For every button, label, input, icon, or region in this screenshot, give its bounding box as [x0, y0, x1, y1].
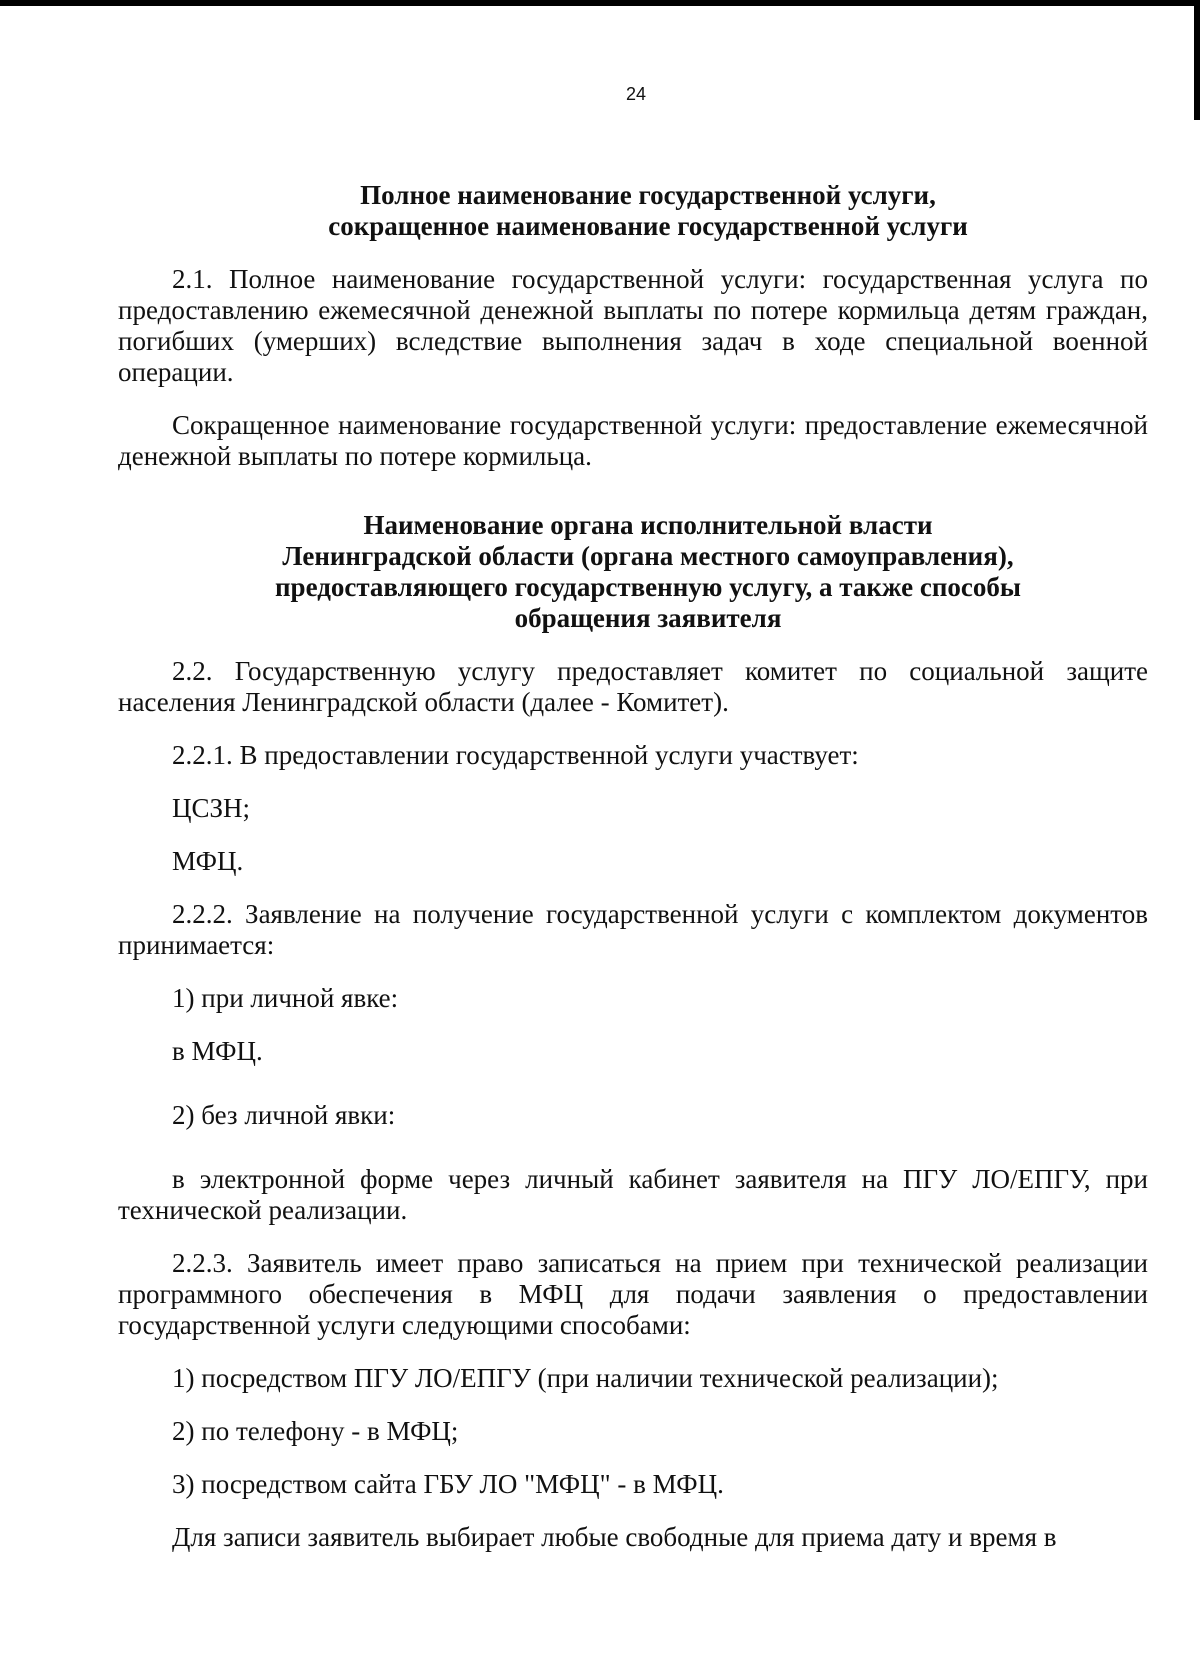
paragraph-appointment: Для записи заявитель выбирает любые свободные для приема дату и время в — [172, 1522, 1057, 1552]
list-item-no-personal-visit: 2) без личной явки: — [172, 1100, 396, 1130]
list-item-in-mfc: в МФЦ. — [172, 1036, 263, 1066]
list-item-cszn: ЦСЗН; — [172, 793, 251, 823]
section1-title-line1: Полное наименование государственной услуги, — [360, 180, 936, 210]
list-item-way-3: 3) посредством сайта ГБУ ЛО "МФЦ" - в МФЦ. — [172, 1469, 724, 1499]
list-item-way-1: 1) посредством ПГУ ЛО/ЕПГУ (при наличии технической реализации); — [172, 1363, 999, 1393]
paragraph-2-2-1: 2.2.1. В предоставлении государственной услуги участвует: — [172, 740, 859, 770]
section2-title-line3: предоставляющего государственную услугу, а также способы — [275, 572, 1021, 602]
paragraph-electronic-form: в электронной форме через личный кабинет заявителя на ПГУ ЛО/ЕПГУ, при технической реализации. — [118, 1164, 1148, 1225]
section1-title-line2: сокращенное наименование государственной услуги — [328, 211, 968, 241]
list-item-personal-visit: 1) при личной явке: — [172, 983, 399, 1013]
section2-title-line2: Ленинградской области (органа местного самоуправления), — [282, 541, 1014, 571]
page-number: 24 — [625, 84, 647, 104]
section2-title-line1: Наименование органа исполнительной власти — [363, 510, 933, 540]
document-body — [118, 180, 1148, 1553]
list-item-mfc: МФЦ. — [172, 846, 244, 876]
paragraph-2-2-2: 2.2.2. Заявление на получение государственной услуги с комплектом документов принимается: — [118, 899, 1148, 960]
list-item-way-2: 2) по телефону - в МФЦ; — [172, 1416, 459, 1446]
paragraph-short-name: Сокращенное наименование государственной услуги: предоставление ежемесячной денежной выплаты по потере кормильца. — [118, 410, 1148, 471]
paragraph-2-2: 2.2. Государственную услугу предоставляет комитет по социальной защите населения Ленинградской области (далее - Комитет). — [118, 656, 1148, 717]
section2-title-line4: обращения заявителя — [514, 603, 782, 633]
paragraph-2-1: 2.1. Полное наименование государственной услуги: государственная услуга по предоставлению ежемесячной денежной выплаты по потере кормильца детям граждан, погибших (умерших) вследствие выполнения задач в ходе специальной военной операции. — [118, 264, 1148, 387]
paragraph-2-2-3: 2.2.3. Заявитель имеет право записаться на прием при технической реализации программного обеспечения в МФЦ для подачи заявления о предоставлении государственной услуги следующими способами: — [118, 1248, 1148, 1340]
